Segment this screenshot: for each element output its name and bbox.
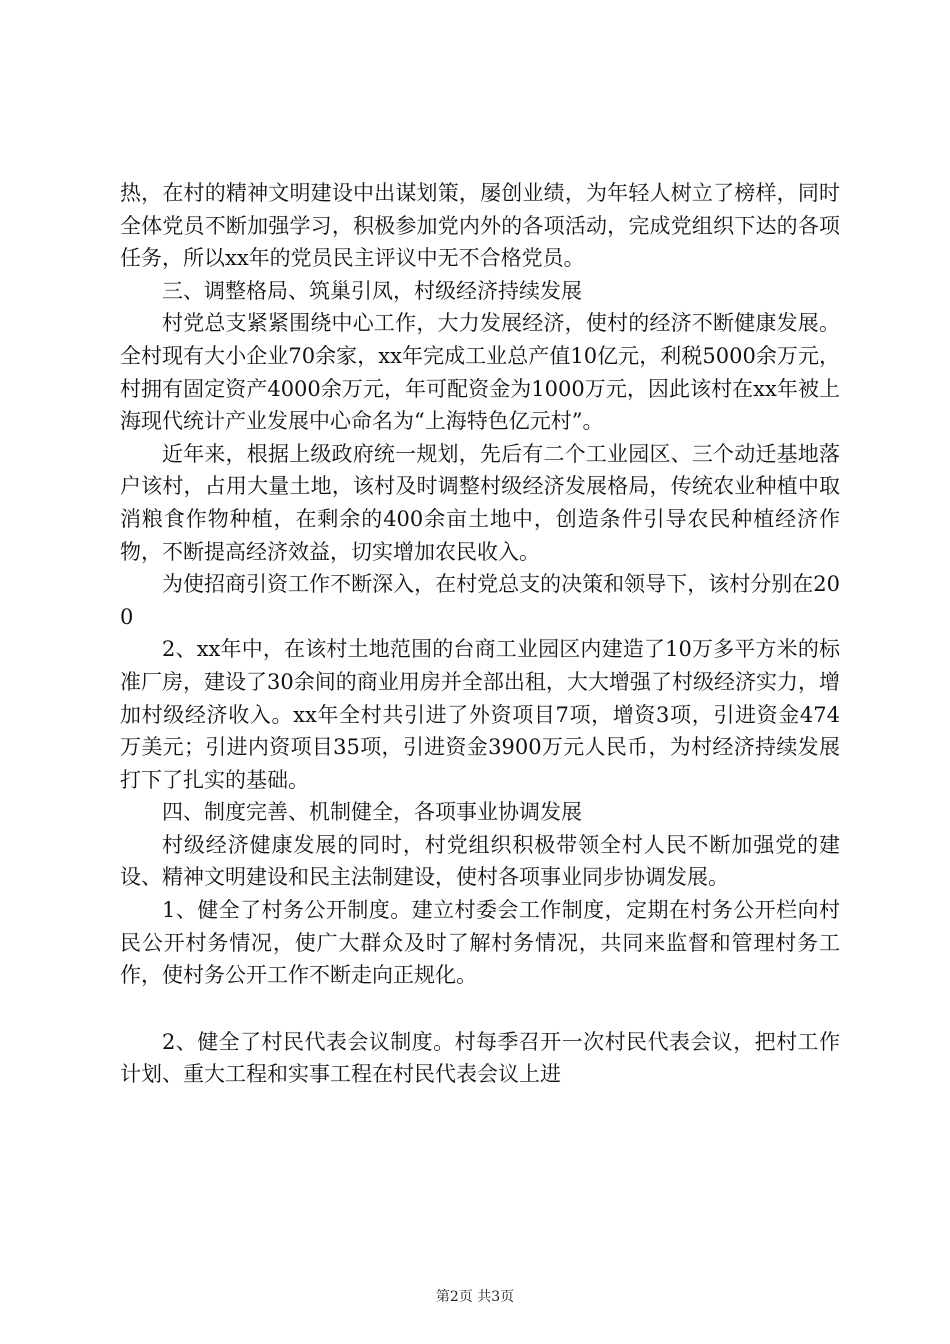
- paragraph: 1、健全了村务公开制度。建立村委会工作制度，定期在村务公开栏向村民公开村务情况，使广大群众及时了解村务情况，共同来监督和管理村务工作，使村务公开工作不断走向正规化。: [120, 898, 840, 988]
- paragraph: 近年来，根据上级政府统一规划，先后有二个工业园区、三个动迁基地落户该村，占用大量土地，该村及时调整村级经济发展格局，传统农业种植中取消粮食作物种植，在剩余的400余亩土地中，创造条件引导农民种植经济作物，不断提高经济效益，切实增加农民收入。: [120, 441, 840, 564]
- paragraph: 村级经济健康发展的同时，村党组织积极带领全村人民不断加强党的建设、精神文明建设和民主法制建设，使村各项事业同步协调发展。: [120, 832, 840, 890]
- document-body: [120, 177, 840, 1091]
- paragraph-continuation: 热，在村的精神文明建设中出谋划策，屡创业绩，为年轻人树立了榜样，同时全体党员不断加强学习，积极参加党内外的各项活动，完成党组织下达的各项任务，所以xx年的党员民主评议中无不合格党员。: [120, 181, 840, 271]
- section-heading-3: 三、调整格局、筑巢引凤，村级经济持续发展: [162, 278, 582, 303]
- page-footer: 第2页 共3页: [435, 1289, 515, 1305]
- paragraph: 为使招商引资工作不断深入，在村党总支的决策和领导下，该村分别在200: [120, 572, 840, 629]
- paragraph: 2、健全了村民代表会议制度。村每季召开一次村民代表会议，把村工作计划、重大工程和实事工程在村民代表会议上进: [120, 1029, 840, 1087]
- paragraph: 村党总支紧紧围绕中心工作，大力发展经济，使村的经济不断健康发展。全村现有大小企业70余家，xx年完成工业总产值10亿元，利税5000余万元，村拥有固定资产4000余万元，年可配资金为1000万元，因此该村在xx年被上海现代统计产业发展中心命名为“上海特色亿元村”。: [120, 311, 840, 434]
- paragraph: 2、xx年中，在该村土地范围的台商工业园区内建造了10万多平方米的标准厂房，建设了30余间的商业用房并全部出租，大大增强了村级经济实力，增加村级经济收入。xx年全村共引进了外资项目7项，增资3项，引进资金474万美元；引进内资项目35项，引进资金3900万元人民币，为村经济持续发展打下了扎实的基础。: [120, 637, 840, 792]
- section-heading-4: 四、制度完善、机制健全，各项事业协调发展: [162, 800, 582, 825]
